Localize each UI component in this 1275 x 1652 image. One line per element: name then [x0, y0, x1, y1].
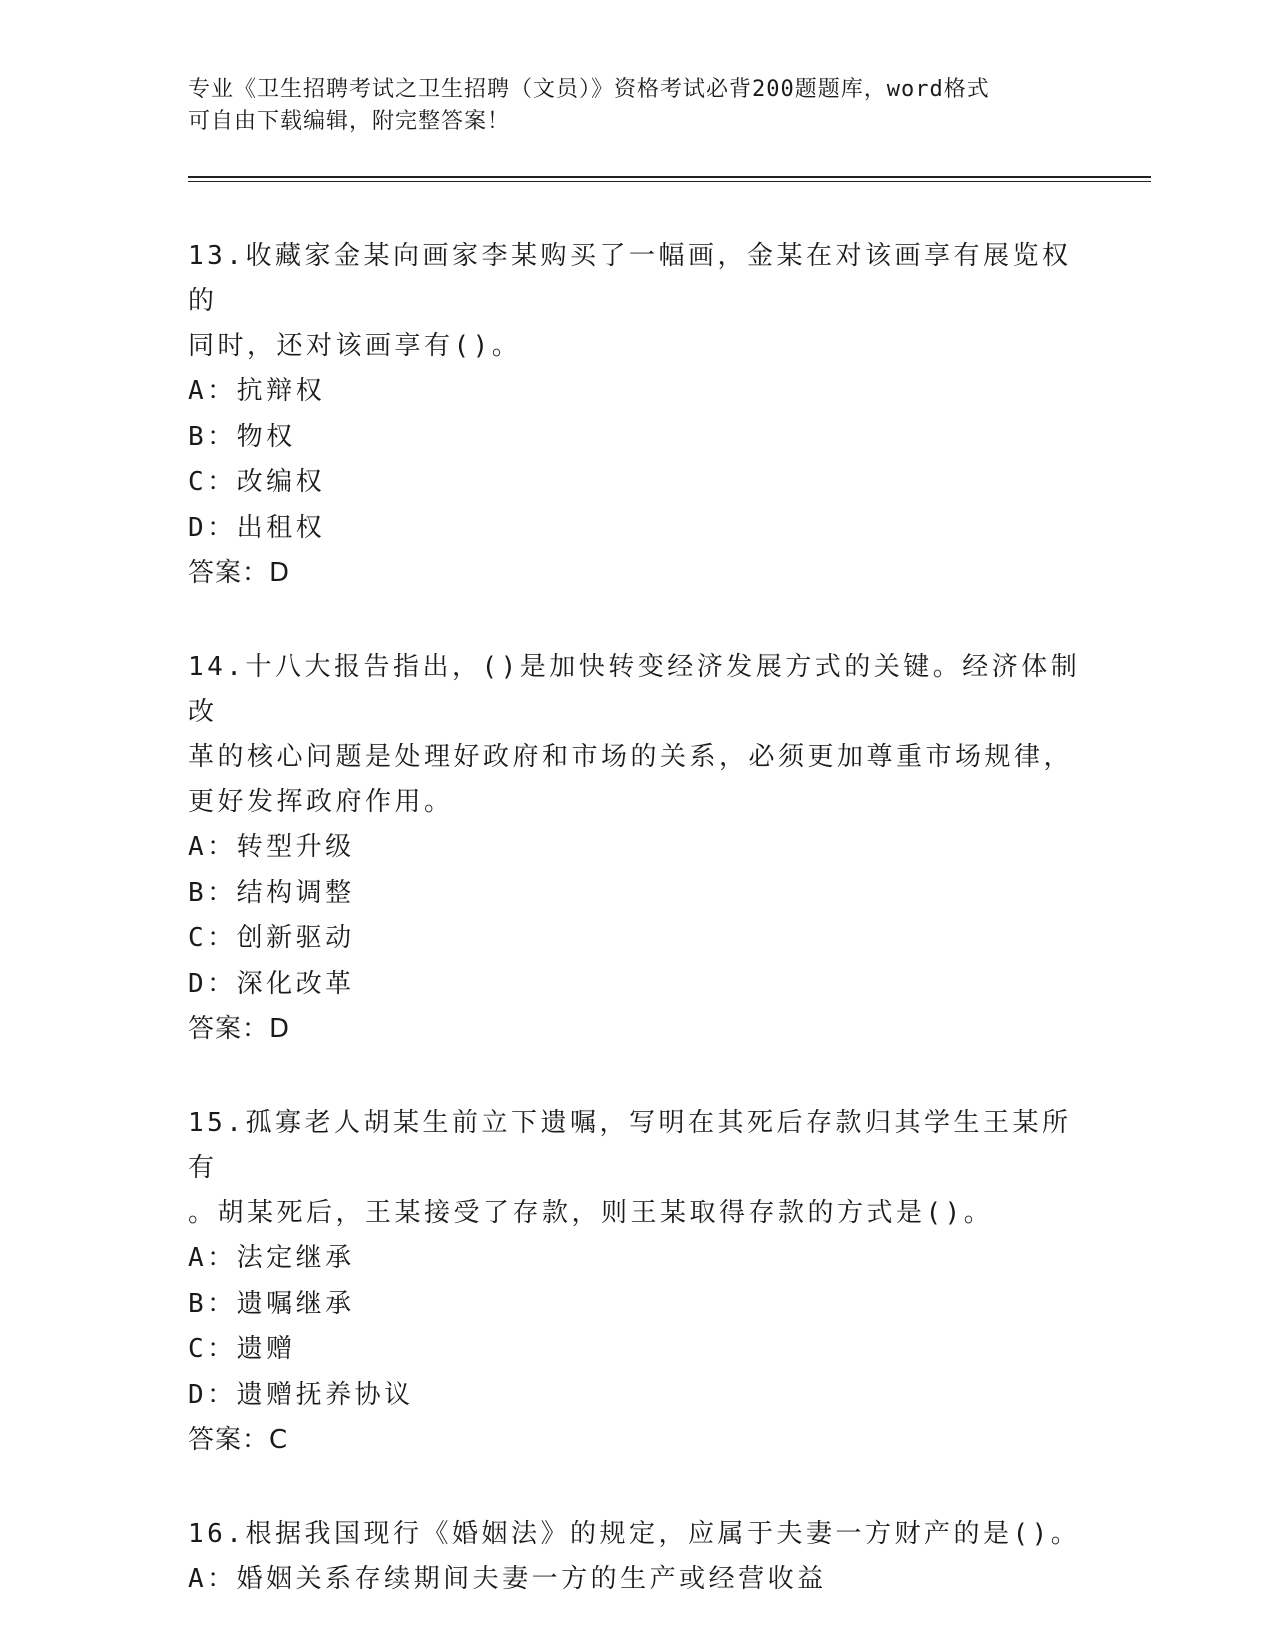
question-stem-line: 13.收藏家金某向画家李某购买了一幅画，金某在对该画享有展览权的 [188, 241, 1072, 316]
answer-line: 答案：D [188, 558, 291, 588]
question-stem-line: 14.十八大报告指出，()是加快转变经济发展方式的关键。经济体制改 [188, 652, 1081, 727]
option-a: A：转型升级 [188, 832, 355, 862]
question-14 [188, 645, 1088, 1052]
question-stem-line: 革的核心问题是处理好政府和市场的关系，必须更加尊重市场规律， [188, 742, 1074, 772]
option-d: D：深化改革 [188, 968, 355, 999]
header-line-1: 专业《卫生招聘考试之卫生招聘（文员）》资格考试必背200题题库，word格式 [188, 77, 990, 102]
option-b: B：物权 [188, 421, 296, 452]
option-d: D：遗赠抚养协议 [188, 1379, 414, 1410]
question-stem-line: 更好发挥政府作用。 [188, 787, 454, 817]
option-a: A：婚姻关系存续期间夫妻一方的生产或经营收益 [188, 1564, 827, 1594]
option-c: C：遗赠 [188, 1334, 296, 1364]
answer-line: 答案：D [188, 1014, 291, 1044]
option-c: C：创新驱动 [188, 923, 355, 953]
question-16 [188, 1512, 1088, 1603]
option-a: A：抗辩权 [188, 376, 326, 406]
document-header [188, 74, 1088, 138]
option-a: A：法定继承 [188, 1243, 355, 1273]
question-stem-line: 。胡某死后，王某接受了存款，则王某取得存款的方式是()。 [188, 1198, 994, 1228]
option-c: C：改编权 [188, 467, 326, 497]
question-13 [188, 234, 1088, 596]
question-list [188, 234, 1088, 1652]
header-line-2: 可自由下载编辑，附完整答案！ [188, 109, 511, 134]
option-b: B：遗嘱继承 [188, 1288, 355, 1319]
option-d: D：出租权 [188, 512, 326, 543]
header-divider-thick [188, 176, 1151, 178]
option-b: B：结构调整 [188, 877, 355, 908]
question-stem-line: 15.孤寡老人胡某生前立下遗嘱，写明在其死后存款归其学生王某所有 [188, 1108, 1072, 1183]
question-stem-line: 同时，还对该画享有()。 [188, 331, 522, 361]
answer-line: 答案：C [188, 1425, 289, 1455]
header-divider-thin [188, 181, 1151, 182]
question-stem-line: 16.根据我国现行《婚姻法》的规定，应属于夫妻一方财产的是()。 [188, 1519, 1081, 1549]
question-15 [188, 1101, 1088, 1463]
